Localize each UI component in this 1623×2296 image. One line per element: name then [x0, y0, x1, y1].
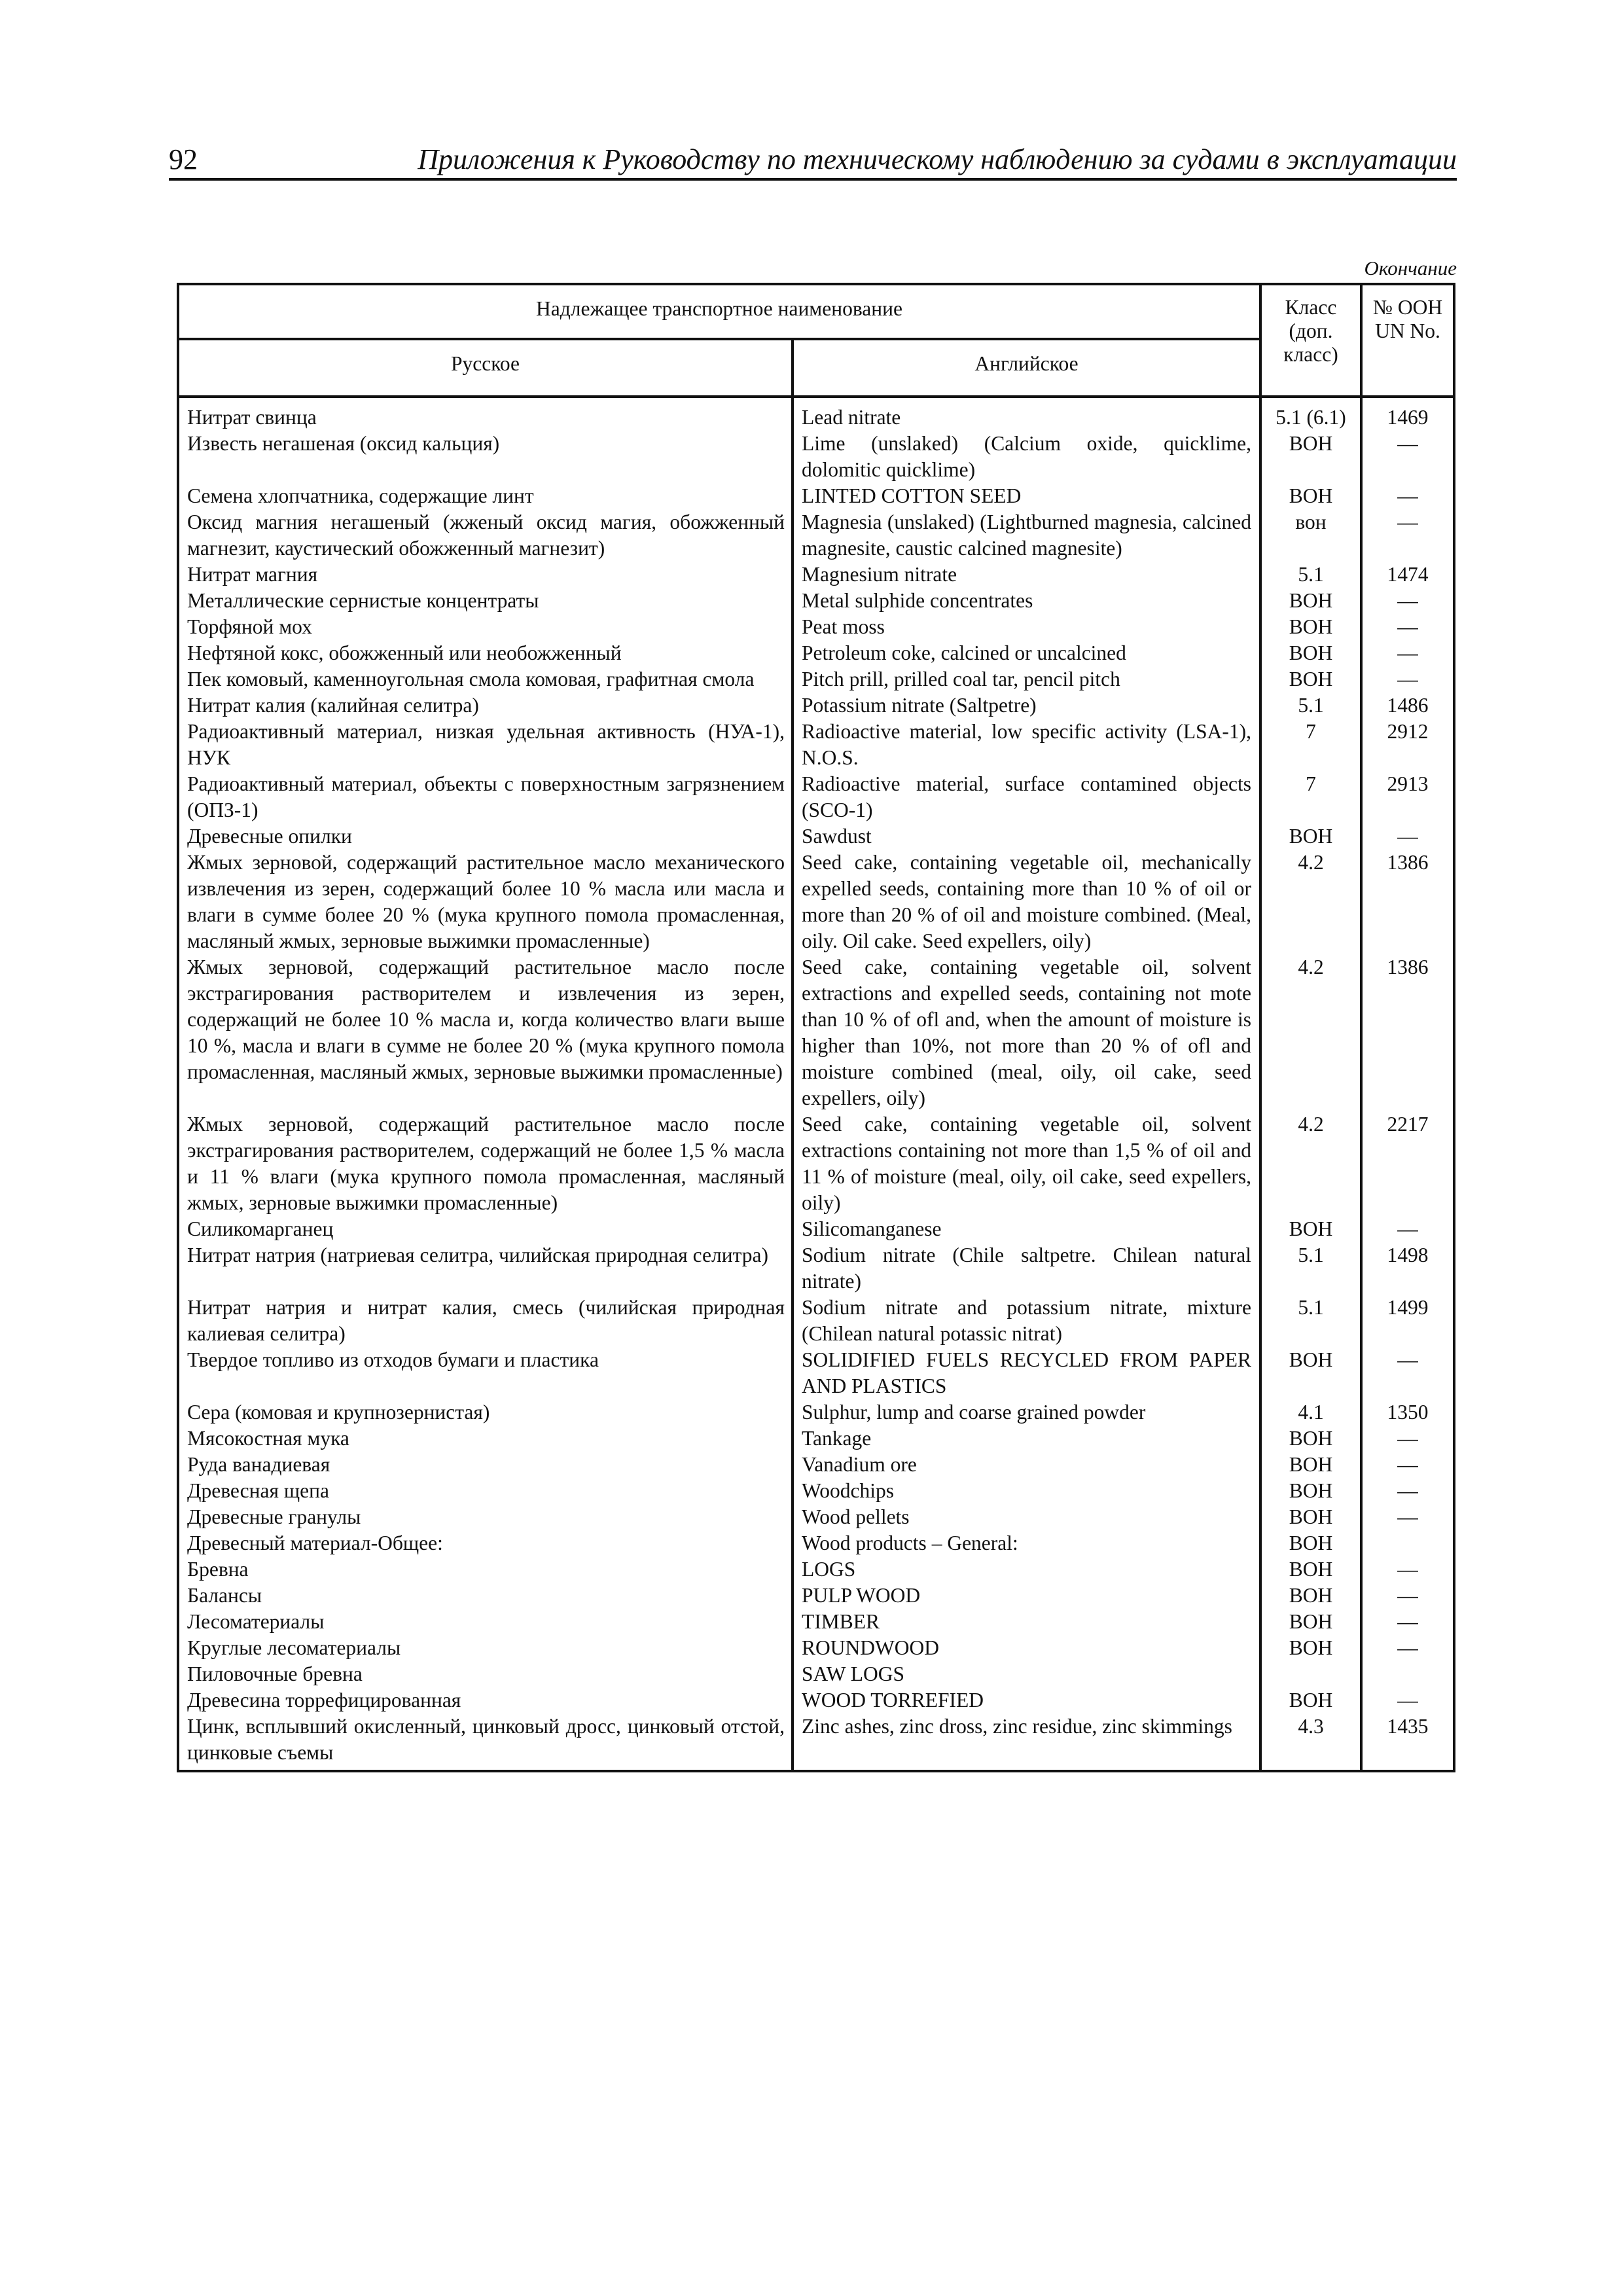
cell-class: ВОН: [1260, 1583, 1361, 1609]
cell-russian-name: Лесоматериалы: [178, 1609, 793, 1635]
cell-english-name: Magnesia (unslaked) (Lightburned magnesia, calcined magnesite, caustic calcined magnesite): [793, 509, 1260, 562]
cell-un-number: —: [1361, 1426, 1454, 1452]
cell-russian-name: Древесные опилки: [178, 823, 793, 850]
cell-un-number: 1386: [1361, 850, 1454, 954]
cell-class: 7: [1260, 719, 1361, 771]
cell-english-name: Pitch prill, prilled coal tar, pencil pitch: [793, 666, 1260, 692]
cell-class: 4.2: [1260, 850, 1361, 954]
cell-un-number: —: [1361, 1583, 1454, 1609]
cell-russian-name: Радиоактивный материал, низкая удельная активность (НУА-1), НУК: [178, 719, 793, 771]
cell-un-number: 1386: [1361, 954, 1454, 1111]
cell-russian-name: Нефтяной кокс, обожженный или необожженный: [178, 640, 793, 666]
cell-class: 4.3: [1260, 1713, 1361, 1771]
cell-russian-name: Бревна: [178, 1556, 793, 1583]
cell-class: 5.1: [1260, 1295, 1361, 1347]
table-row: [178, 483, 1454, 509]
cell-un-number: —: [1361, 1609, 1454, 1635]
cell-russian-name: Пиловочные бревна: [178, 1661, 793, 1687]
cell-english-name: Peat moss: [793, 614, 1260, 640]
cell-russian-name: Мясокостная мука: [178, 1426, 793, 1452]
cell-russian-name: Семена хлопчатника, содержащие линт: [178, 483, 793, 509]
cell-class: 4.2: [1260, 1111, 1361, 1216]
cell-english-name: Sawdust: [793, 823, 1260, 850]
table-row: [178, 1216, 1454, 1242]
cell-un-number: —: [1361, 483, 1454, 509]
cell-class: 5.1: [1260, 1242, 1361, 1295]
table-row: [178, 588, 1454, 614]
cell-english-name: Tankage: [793, 1426, 1260, 1452]
table-row: [178, 1530, 1454, 1556]
table-row: [178, 1713, 1454, 1771]
cell-un-number: —: [1361, 640, 1454, 666]
cell-un-number: 2217: [1361, 1111, 1454, 1216]
cell-russian-name: Нитрат свинца: [178, 397, 793, 431]
cargo-table: [177, 283, 1455, 1772]
table-row: [178, 719, 1454, 771]
table-row: [178, 954, 1454, 1111]
cell-class: ВОН: [1260, 1452, 1361, 1478]
cell-english-name: Lime (unslaked) (Calcium oxide, quicklime, dolomitic quicklime): [793, 431, 1260, 483]
cell-class: ВОН: [1260, 483, 1361, 509]
cell-un-number: —: [1361, 1635, 1454, 1661]
page-number: 92: [169, 143, 198, 175]
cell-un-number: 1498: [1361, 1242, 1454, 1295]
cell-english-name: Wood products – General:: [793, 1530, 1260, 1556]
cell-russian-name: Древесная щепа: [178, 1478, 793, 1504]
cell-english-name: Wood pellets: [793, 1504, 1260, 1530]
cell-english-name: Seed cake, containing vegetable oil, solvent extractions and expelled seeds, containing not mote than 10 % of ofl and, when the amount of moisture is higher than 10%, not more than 20 % of ofl and moisture combined (meal, oily, oil cake, seed expellers, oily): [793, 954, 1260, 1111]
cell-un-number: —: [1361, 588, 1454, 614]
cell-class: 4.2: [1260, 954, 1361, 1111]
table-row: [178, 509, 1454, 562]
cell-russian-name: Пек комовый, каменноугольная смола комовая, графитная смола: [178, 666, 793, 692]
cell-english-name: Woodchips: [793, 1478, 1260, 1504]
table-row: [178, 1347, 1454, 1399]
cell-russian-name: Нитрат магния: [178, 562, 793, 588]
header-english: Английское: [793, 339, 1260, 397]
cell-russian-name: Руда ванадиевая: [178, 1452, 793, 1478]
cell-un-number: —: [1361, 614, 1454, 640]
cell-english-name: SAW LOGS: [793, 1661, 1260, 1687]
cell-english-name: Lead nitrate: [793, 397, 1260, 431]
cell-class: 4.1: [1260, 1399, 1361, 1426]
cell-english-name: WOOD TORREFIED: [793, 1687, 1260, 1713]
cell-english-name: Petroleum coke, calcined or uncalcined: [793, 640, 1260, 666]
table-header: [178, 284, 1454, 397]
cell-class: ВОН: [1260, 1609, 1361, 1635]
cell-english-name: Metal sulphide concentrates: [793, 588, 1260, 614]
cell-class: ВОН: [1260, 666, 1361, 692]
cell-russian-name: Цинк, всплывший окисленный, цинковый дросс, цинковый отстой, цинковые съемы: [178, 1713, 793, 1771]
cell-un-number: —: [1361, 1216, 1454, 1242]
cell-english-name: Radioactive material, low specific activity (LSA-1), N.O.S.: [793, 719, 1260, 771]
cell-class: ВОН: [1260, 1478, 1361, 1504]
table-body: [178, 397, 1454, 1771]
cell-russian-name: Сера (комовая и крупнозернистая): [178, 1399, 793, 1426]
cell-english-name: Magnesium nitrate: [793, 562, 1260, 588]
cell-un-number: —: [1361, 509, 1454, 562]
cell-class: ВОН: [1260, 1556, 1361, 1583]
table-row: [178, 1426, 1454, 1452]
cell-un-number: —: [1361, 431, 1454, 483]
cell-russian-name: Нитрат калия (калийная селитра): [178, 692, 793, 719]
cell-russian-name: Нитрат натрия (натриевая селитра, чилийская природная селитра): [178, 1242, 793, 1295]
cell-un-number: —: [1361, 1347, 1454, 1399]
cell-un-number: 1486: [1361, 692, 1454, 719]
cell-english-name: LINTED COTTON SEED: [793, 483, 1260, 509]
cell-class: ВОН: [1260, 1504, 1361, 1530]
cell-class: ВОН: [1260, 1635, 1361, 1661]
cell-class: ВОН: [1260, 823, 1361, 850]
cell-english-name: Seed cake, containing vegetable oil, mechanically expelled seeds, containing more than 10 % of oil or more than 20 % of oil and moisture combined. (Meal, oily. Oil cake. Seed expellers, oily): [793, 850, 1260, 954]
header-russian: Русское: [178, 339, 793, 397]
cell-un-number: 1469: [1361, 397, 1454, 431]
cell-class: ВОН: [1260, 614, 1361, 640]
cell-un-number: —: [1361, 666, 1454, 692]
cell-english-name: TIMBER: [793, 1609, 1260, 1635]
cell-russian-name: Жмых зерновой, содержащий растительное масло после экстрагирования растворителем, содержащий не более 1,5 % масла и 11 % влаги (мука крупного помола промасленная, масляный жмых, зерновые выжимки промасленные): [178, 1111, 793, 1216]
cell-russian-name: Жмых зерновой, содержащий растительное масло после экстрагирования растворителем и извлечения из зерен, содержащий не более 10 % масла и, когда количество влаги выше 10 %, масла и влаги в сумме не более 20 % (мука крупного помола промасленная, масляный жмых, зерновые выжимки промасленные): [178, 954, 793, 1111]
cell-un-number: 1435: [1361, 1713, 1454, 1771]
cell-class: ВОН: [1260, 1426, 1361, 1452]
cell-class: 7: [1260, 771, 1361, 823]
table-row: [178, 666, 1454, 692]
cell-un-number: 1499: [1361, 1295, 1454, 1347]
cell-class: ВОН: [1260, 1530, 1361, 1556]
cell-english-name: ROUNDWOOD: [793, 1635, 1260, 1661]
table-row: [178, 1242, 1454, 1295]
table-row: [178, 640, 1454, 666]
cell-class: ВОН: [1260, 1687, 1361, 1713]
cell-class: [1260, 1661, 1361, 1687]
cell-english-name: Sodium nitrate (Chile saltpetre. Chilean natural nitrate): [793, 1242, 1260, 1295]
cell-un-number: —: [1361, 823, 1454, 850]
continuation-label: Окончание: [1364, 257, 1457, 279]
cell-un-number: —: [1361, 1556, 1454, 1583]
table-row: [178, 850, 1454, 954]
table-row: [178, 431, 1454, 483]
cell-english-name: SOLIDIFIED FUELS RECYCLED FROM PAPER AND PLASTICS: [793, 1347, 1260, 1399]
cell-english-name: Silicomanganese: [793, 1216, 1260, 1242]
cell-class: ВОН: [1260, 588, 1361, 614]
cell-un-number: —: [1361, 1452, 1454, 1478]
header-proper-shipping-name: Надлежащее транспортное наименование: [178, 284, 1260, 339]
cell-russian-name: Силикомарганец: [178, 1216, 793, 1242]
cell-class: ВОН: [1260, 1347, 1361, 1399]
cell-un-number: 1350: [1361, 1399, 1454, 1426]
cell-russian-name: Круглые лесоматериалы: [178, 1635, 793, 1661]
cell-class: 5.1: [1260, 562, 1361, 588]
cell-russian-name: Балансы: [178, 1583, 793, 1609]
cell-un-number: 2913: [1361, 771, 1454, 823]
header-un-number: № ООН UN No.: [1361, 284, 1454, 397]
cell-russian-name: Твердое топливо из отходов бумаги и пластика: [178, 1347, 793, 1399]
table-row: [178, 823, 1454, 850]
table-row: [178, 1399, 1454, 1426]
cell-english-name: Vanadium ore: [793, 1452, 1260, 1478]
cell-class: 5.1: [1260, 692, 1361, 719]
cell-russian-name: Металлические сернистые концентраты: [178, 588, 793, 614]
cell-russian-name: Торфяной мох: [178, 614, 793, 640]
cell-class: вон: [1260, 509, 1361, 562]
cell-un-number: —: [1361, 1504, 1454, 1530]
cell-english-name: Sodium nitrate and potassium nitrate, mixture (Chilean natural potassic nitrat): [793, 1295, 1260, 1347]
cell-english-name: Zinc ashes, zinc dross, zinc residue, zinc skimmings: [793, 1713, 1260, 1771]
cell-english-name: LOGS: [793, 1556, 1260, 1583]
cell-english-name: Radioactive material, surface contamined objects (SCO-1): [793, 771, 1260, 823]
cell-russian-name: Древесные гранулы: [178, 1504, 793, 1530]
cell-english-name: Potassium nitrate (Saltpetre): [793, 692, 1260, 719]
table-row: [178, 771, 1454, 823]
cell-russian-name: Древесный материал-Общее:: [178, 1530, 793, 1556]
table-row: [178, 397, 1454, 431]
table-row: [178, 1556, 1454, 1583]
cell-russian-name: Радиоактивный материал, объекты с поверхностным загрязнением (ОПЗ-1): [178, 771, 793, 823]
cell-un-number: [1361, 1661, 1454, 1687]
cell-un-number: —: [1361, 1478, 1454, 1504]
page-header: [169, 143, 1457, 181]
header-class: Класс (доп. класс): [1260, 284, 1361, 397]
cell-un-number: 1474: [1361, 562, 1454, 588]
table-row: [178, 1295, 1454, 1347]
table-row: [178, 1661, 1454, 1687]
running-title: Приложения к Руководству по техническому наблюдению за судами в эксплуатации: [418, 143, 1457, 175]
cell-class: 5.1 (6.1): [1260, 397, 1361, 431]
table-row: [178, 562, 1454, 588]
table-row: [178, 1635, 1454, 1661]
table-row: [178, 692, 1454, 719]
cell-russian-name: Нитрат натрия и нитрат калия, смесь (чилийская природная калиевая селитра): [178, 1295, 793, 1347]
cell-english-name: PULP WOOD: [793, 1583, 1260, 1609]
table-row: [178, 1687, 1454, 1713]
table-row: [178, 1504, 1454, 1530]
table-row: [178, 1452, 1454, 1478]
cell-class: ВОН: [1260, 1216, 1361, 1242]
cell-class: ВОН: [1260, 640, 1361, 666]
cell-un-number: 2912: [1361, 719, 1454, 771]
table-row: [178, 614, 1454, 640]
table-row: [178, 1478, 1454, 1504]
table-row: [178, 1583, 1454, 1609]
cell-english-name: Sulphur, lump and coarse grained powder: [793, 1399, 1260, 1426]
cell-russian-name: Жмых зерновой, содержащий растительное масло механического извлечения из зерен, содержащий более 10 % масла или масла и влаги в сумме более 20 % (мука крупного помола промасленная, масляный жмых, зерновые выжимки промасленные): [178, 850, 793, 954]
cell-russian-name: Оксид магния негашеный (жженый оксид магия, обожженный магнезит, каустический обожженный магнезит): [178, 509, 793, 562]
cell-russian-name: Древесина торрефицированная: [178, 1687, 793, 1713]
cell-russian-name: Известь негашеная (оксид кальция): [178, 431, 793, 483]
cell-un-number: —: [1361, 1687, 1454, 1713]
cell-english-name: Seed cake, containing vegetable oil, solvent extractions containing not more than 1,5 % of oil and 11 % of moisture (meal, oily, oil cake, seed expellers, oily): [793, 1111, 1260, 1216]
cell-class: ВОН: [1260, 431, 1361, 483]
cell-un-number: [1361, 1530, 1454, 1556]
table-row: [178, 1609, 1454, 1635]
table-row: [178, 1111, 1454, 1216]
